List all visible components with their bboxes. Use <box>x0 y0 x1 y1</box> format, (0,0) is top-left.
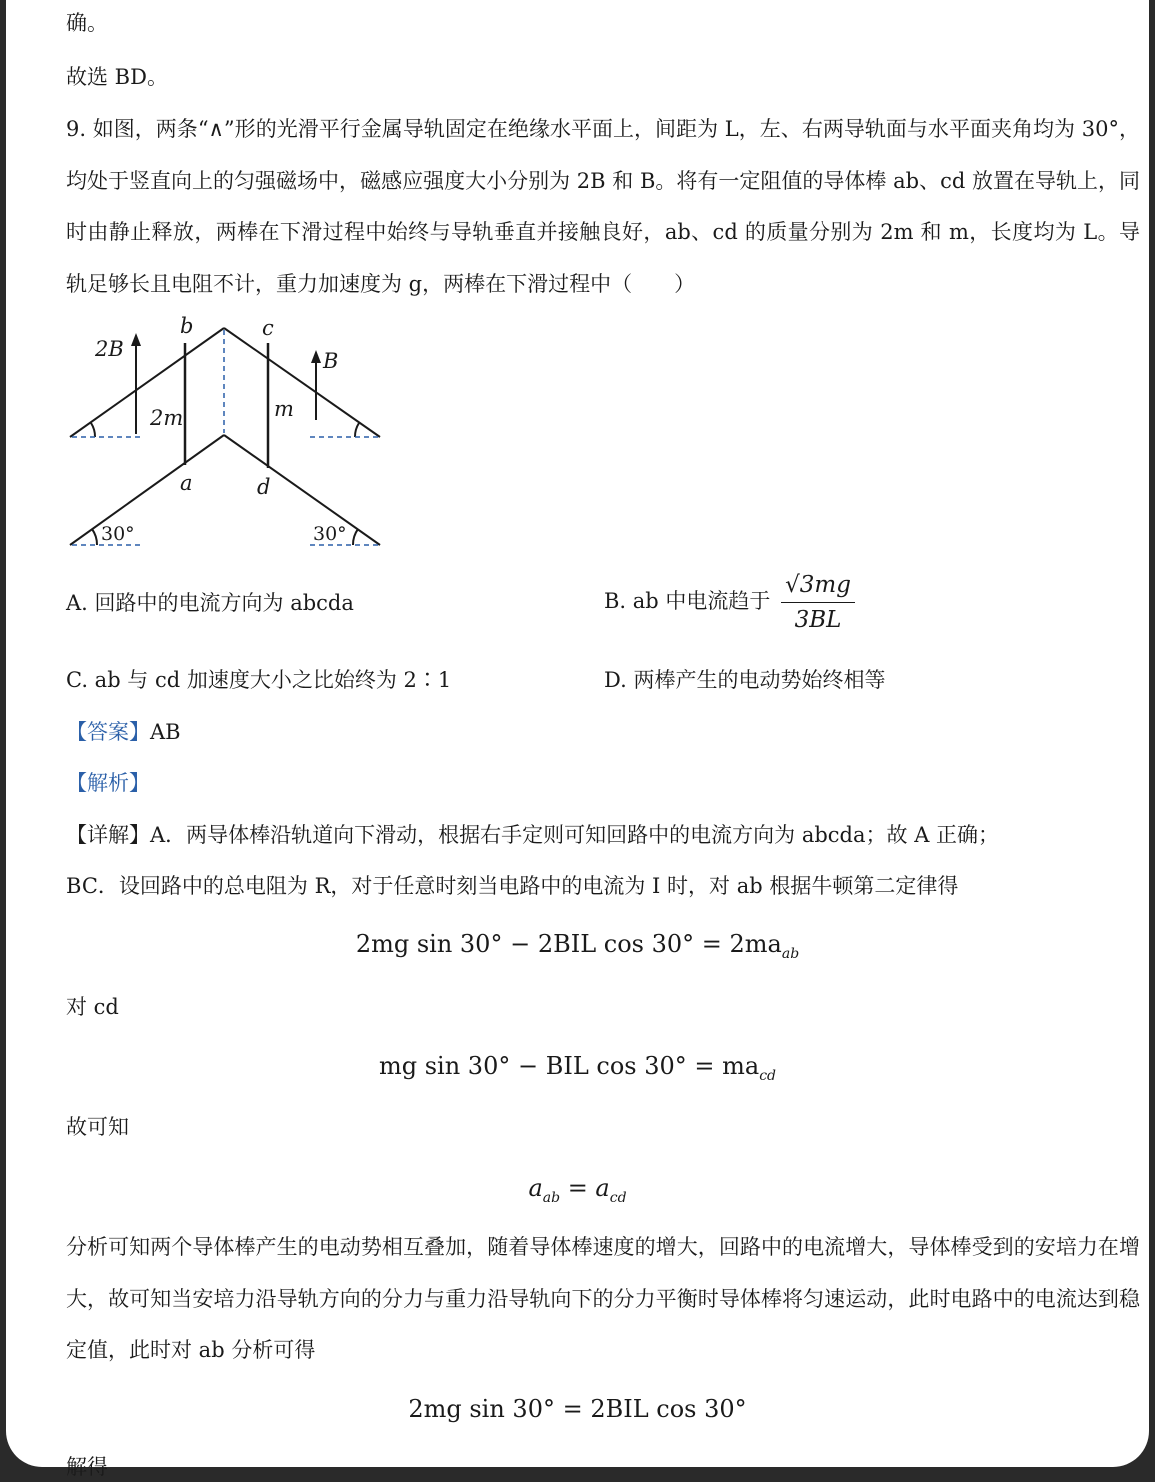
label-m: m <box>274 397 294 421</box>
label-b: b <box>180 314 194 338</box>
question-text: 9. 如图，两条“∧”形的光滑平行金属导轨固定在绝缘水平面上，间距为 L，左、右两导轨面与水平面夹角均为 30°，均处于竖直向上的匀强磁场中，磁感应强度大小分别为 2B 和 B。将有一定阻值的导体棒 ab、cd 放置在导轨上，同时由静止释放，两棒在下滑过程中始终与导轨垂直并接触良好，ab、cd 的质量分别为 2m 和 m，长度均为 L。导轨足够长且电阻不计，重力加速度为 g，两棒在下滑过程中（ ） <box>66 117 1140 297</box>
detail-line: 对 cd <box>66 995 119 1019</box>
current-fraction <box>781 570 855 635</box>
analysis-tag: 【解析】 <box>66 771 150 795</box>
label-a: a <box>180 471 193 495</box>
text-line: 确。 <box>66 11 108 35</box>
label-c: c <box>262 316 274 340</box>
answer-line <box>66 717 181 747</box>
lower-left-rail <box>70 435 224 545</box>
option-c[interactable]: C. ab 与 cd 加速度大小之比始终为 2∶1 <box>66 668 452 692</box>
angle-label-left: 30° <box>101 523 135 545</box>
angle-arc-upper-left <box>91 423 95 437</box>
detail-line: BC．设回路中的总电阻为 R，对于任意时刻当电路中的电流为 I 时，对 ab 根据牛顿第二定律得 <box>66 874 959 898</box>
label-d: d <box>257 475 271 499</box>
option-b-text: B. ab 中电流趋于 <box>604 589 771 613</box>
option-b[interactable] <box>604 570 855 635</box>
detail-line: 故可知 <box>66 1115 129 1139</box>
detail-line: 解得 <box>66 1455 108 1479</box>
arrow-head-icon <box>311 350 321 363</box>
equation-ab: 2mg sin 30° − 2BIL $\cos 30^\circ = 2ma_{ab}$ <box>355 930 800 962</box>
label-B: B <box>323 349 339 373</box>
upper-right-rail <box>224 328 380 437</box>
angle-arc-lower-right <box>353 529 358 545</box>
label-2B: 2B <box>95 337 124 361</box>
equation-cd: mg sin 30° − BIL $\cos 30^\circ = ma_{cd}$ <box>378 1052 777 1084</box>
arrow-head-icon <box>131 333 141 346</box>
fraction-denominator: 3BL <box>794 607 842 633</box>
text-line: 故选 BD。 <box>66 65 168 89</box>
angle-arc-lower-left <box>92 529 97 545</box>
option-a[interactable]: A. 回路中的电流方向为 abcda <box>66 591 354 615</box>
lower-right-rail <box>224 435 380 545</box>
angle-arc-upper-right <box>355 423 359 437</box>
upper-left-rail <box>70 328 224 437</box>
fraction-numerator: √3mg <box>781 570 855 603</box>
equation-equal-acceleration: $a_{ab} = a_{cd}$ <box>528 1174 627 1206</box>
label-2m: 2m <box>150 406 184 430</box>
rail-diagram <box>60 312 390 552</box>
answer-tag: 【答案】 <box>66 720 150 744</box>
option-d[interactable]: D. 两棒产生的电动势始终相等 <box>604 668 886 692</box>
angle-label-right: 30° <box>313 523 347 545</box>
analysis-paragraph: 分析可知两个导体棒产生的电动势相互叠加，随着导体棒速度的增大，回路中的电流增大，导体棒受到的安培力在增大，故可知当安培力沿导轨方向的分力与重力沿导轨向下的分力平衡时导体棒将匀速运动，此时电路中的电流达到稳定值，此时对 ab 分析可得 <box>66 1235 1140 1363</box>
equation-balance: 2mg sin 30° = 2BIL cos 30° <box>408 1395 747 1423</box>
detail-line: 【详解】A．两导体棒沿轨道向下滑动，根据右手定则可知回路中的电流方向为 abcda；故 A 正确； <box>66 823 1000 847</box>
answer-value: AB <box>150 720 181 744</box>
